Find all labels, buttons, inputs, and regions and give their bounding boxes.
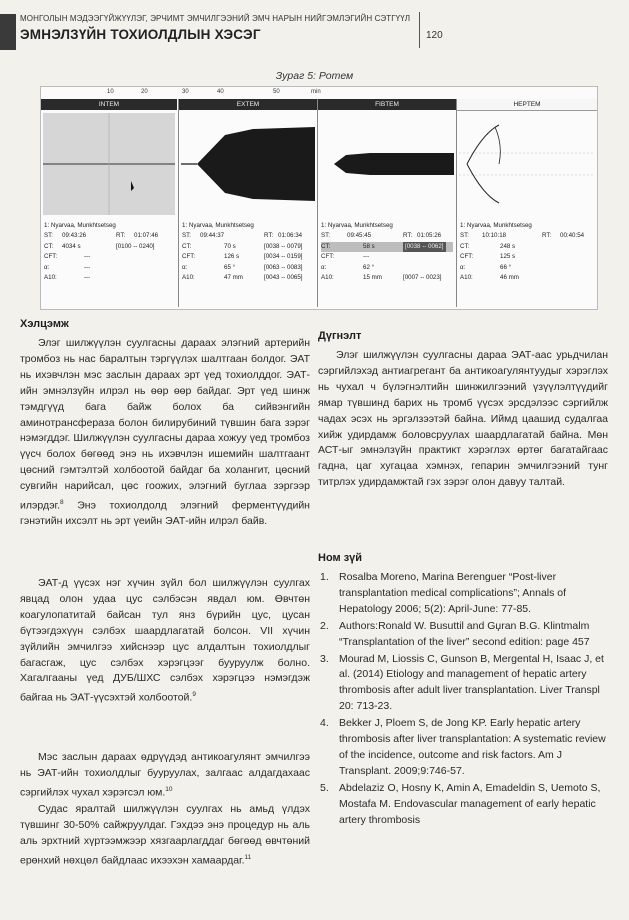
patient-name: 1: Nyarvaa, Munkhtsetseg bbox=[321, 222, 393, 229]
info-row: ST: 09:45:45 RT: 01:05:26 bbox=[321, 232, 442, 240]
panel-title: INTEM bbox=[41, 99, 177, 110]
discussion-paragraph: Судас яралтай шилжүүлэн суулгах нь амьд үлдэх түвшинг 30-50% сайжруулдаг. Гэхдээ энэ процедур нь аль аль эрхтний хүртээмжээр хязгаарлагддаг бөгөөд өвчтөний ерөнхий нөхцөл байдлаас ихээхэн хамаардаг.$^{11}$ bbox=[20, 803, 310, 867]
reference-item: 2. Authors:Ronald W. Busuttil and Gџran B.G. Klintmalm “Transplantation of the liver” second edition: page 457 bbox=[320, 619, 590, 648]
info-row: CFT: 125 s bbox=[460, 253, 516, 261]
reference-list bbox=[318, 570, 608, 830]
info-row: ST: 10:10:18 RT: 00:40:54 bbox=[460, 232, 585, 240]
info-row: A10: --- bbox=[44, 273, 91, 281]
panel-intem bbox=[41, 99, 177, 307]
info-row: CT: 4034 s [0100 -- 0240] bbox=[44, 242, 155, 250]
panel-info bbox=[321, 221, 453, 283]
scale-label: 50 bbox=[273, 89, 280, 95]
panel-title: HEPTEM bbox=[457, 99, 597, 111]
journal-name: МОНГОЛЫН МЭДЭЭГҮЙЖҮҮЛЭГ, ЭРЧИМТ ЭМЧИЛГЭЭНИЙ ЭМЧ НАРЫН НИЙГЭМЛЭГИЙН СЭТГҮҮЛ bbox=[20, 14, 411, 23]
fibtem-trace bbox=[320, 113, 454, 215]
references-heading: Ном зүй bbox=[318, 552, 363, 564]
info-row: ST: 09:43:26 RT: 01:07:46 bbox=[44, 232, 159, 240]
patient-name: 1: Nyarvaa, Munkhtsetseg bbox=[44, 222, 116, 229]
citation: 10 bbox=[165, 785, 173, 793]
header-accent-bar bbox=[0, 14, 16, 50]
scale-label: 30 bbox=[182, 89, 189, 95]
panel-extem bbox=[178, 99, 317, 307]
extem-trace bbox=[181, 113, 315, 215]
info-row: α: --- bbox=[44, 263, 91, 271]
time-scale bbox=[41, 89, 597, 99]
heptem-trace bbox=[459, 113, 595, 215]
section-title: ЭМНЭЛЗҮЙН ТОХИОЛДЛЫН ХЭСЭГ bbox=[20, 27, 261, 42]
patient-name: 1: Nyarvaa, Munkhtsetseg bbox=[182, 222, 254, 229]
citation: 11 bbox=[244, 853, 252, 861]
discussion-paragraph: ЭАТ-д үүсэх нэг хүчин зүйл бол шилжүүлэн суулгах явцад олон удаа цус сэлбэсэн явдал юм. Өвчтөн коагулопатитай байсан тул янз бүрийн цус, цусан бүтээгдэхүүн сэлбэх шаардлагатай болсон. VII хүчин зүйлийн эмчилгээ хийснээр цус алдалтын тохиолдлыг багасгаж, цус сэлбэх хэрэгцээг бууруулж болно. Хагалгааны үед ДУБ/ШХС сэлбэх хэрэгцээ нэмэгдэж байгаа нь ЭАТ-үүсэхтэй холбоотой.$^9$ bbox=[20, 577, 310, 704]
info-row: α: 62 ° bbox=[321, 263, 375, 271]
panel-fibtem bbox=[317, 99, 456, 307]
trace-area bbox=[43, 113, 175, 215]
info-row: A10: 46 mm bbox=[460, 273, 519, 281]
intem-trace bbox=[43, 113, 175, 215]
panel-title: FIBTEM bbox=[318, 99, 456, 110]
discussion-heading: Хэлцэмж bbox=[20, 318, 69, 330]
info-row: A10: 47 mm [0043 -- 0065] bbox=[182, 273, 303, 281]
trace-area bbox=[459, 113, 595, 215]
reference-item: 5. Abdelaziz O, Hosny K, Amin A, Emadeldin S, Uemoto S, Mostafa M. Endovascular management of early hepatic artery thrombosis bbox=[320, 781, 601, 826]
rotem-figure bbox=[40, 86, 598, 310]
info-row: CFT: --- bbox=[321, 253, 370, 261]
scale-label: 40 bbox=[217, 89, 224, 95]
page-header bbox=[0, 0, 629, 52]
scale-label: 10 bbox=[107, 89, 114, 95]
scale-label: min bbox=[311, 89, 321, 95]
reference-item: 1. Rosalba Moreno, Marina Berenguer “Post-liver transplantation medical complications”; Annals of Hepatology 2006; 5(2): April-June: 77-85. bbox=[320, 571, 567, 615]
citation: 8 bbox=[60, 499, 64, 507]
figure-caption: Зураг 5: Ротем bbox=[275, 70, 354, 82]
trace-area bbox=[320, 113, 454, 215]
reference-item: 3. Mourad M, Liossis C, Gunson B, Mergental H, Isaac J, et al. (2014) Etiology and management of hepatic artery thrombosis after adult liver transplantation. Liver Transpl 20: 713-23. bbox=[320, 652, 604, 713]
conclusion-heading: Дүгнэлт bbox=[318, 330, 362, 342]
info-row: CT: 70 s [0038 -- 0079] bbox=[182, 242, 303, 250]
info-row: α: 66 ° bbox=[460, 263, 512, 271]
panel-title: EXTEM bbox=[179, 99, 317, 110]
conclusion-paragraph: Элэг шилжүүлэн суулгасны дараа ЭАТ-аас урьдчилан сэргийлэхэд антиагрегант ба антикоагулянтуудыг хэрэглэх нь чухал ч бүлэгнэлтийн шинжилгээний үзүүлэлтүүдийг ямар түвшинд барих нь тромб үүсэх эрсдэлээс сэргийлж чадах эсэх нь эргэлзээтэй байна. Иймд цаашид судалгаа хийж удирдамж боловсруулах шаардлагатай байна. Мөн АСТ-ыг эмнэлзүйн практикт хэрэглэх өртөг багатайгаас гадна, цаг хугацаа хэмнэх, гепарин эмчилгээний тунг титрлэх удирдамжтай гэх зэрэг олон давуу талтай. bbox=[318, 349, 608, 489]
info-row: CT: 58 s [0038 -- 0062] bbox=[321, 242, 453, 252]
panel-info bbox=[44, 221, 174, 283]
info-row: CT: 248 s bbox=[460, 242, 516, 250]
trace-area bbox=[181, 113, 315, 215]
page-number: 120 bbox=[426, 30, 443, 41]
citation: 9 bbox=[192, 691, 196, 699]
panel-info bbox=[460, 221, 594, 283]
panel-info bbox=[182, 221, 314, 283]
scale-label: 20 bbox=[141, 89, 148, 95]
discussion-paragraph: Мэс заслын дараах өдрүүдэд антикоагулянт эмчилгээ нь ЭАТ-ийн тохиолдлыг бууруулах, залгаас алдагдахаас сэргийлэх чухал хэрэгсэл юм.$^{10}$ bbox=[20, 751, 310, 799]
info-row: α: 65 ° [0063 -- 0083] bbox=[182, 263, 303, 271]
discussion-paragraph: Элэг шилжүүлэн суулгасны дараах элэгний артерийн тромбоз нь нас баралтын тэргүүлэх шалтгаан болдог. ЭАТ нь ихэвчлэн мэс заслын дараах эрт үед тохиолддог. ЭАТ-ийн эмнэлзүйн илрэл нь өөр өөр байдаг. Эрт үед шинж тэмдгүүд бага байж болох ба сийвэнгийн аминотрансфераза болон билирубиний түвшин бага зэрэг нэмэгддэг. Шилжүүлэн суулгасны дараа хожуу үед тромбоз үүсч болох бөгөөд энэ нь ихэвчлэн ишемийн шалтгаант цөсний гэмтэлтэй холбоотой байдаг ба холангит, цөсний сувгийн нарийсал, цөс гоожих, элэгний буглаа зэргээр илэрдэг.$^8$ Энэ тохиолдолд элэгний ферментүүдийн гэнэтийн ихсэлт нь эрт үеийн ЭАТ-ийн илрэл байв. bbox=[20, 337, 310, 528]
info-row: CFT: --- bbox=[44, 253, 91, 261]
info-row: A10: 15 mm [0007 -- 0023] bbox=[321, 273, 442, 281]
info-row: ST: 09:44:37 RT: 01:06:34 bbox=[182, 232, 303, 240]
panel-heptem bbox=[456, 99, 597, 307]
reference-item: 4. Bekker J, Ploem S, de Jong KP. Early hepatic artery thrombosis after liver transplantation: A systematic review of the incidence, outcome and risk factors. Am J Transplant. 2009;9:746-57. bbox=[320, 717, 606, 777]
info-row: CFT: 126 s [0034 -- 0159] bbox=[182, 253, 303, 261]
patient-name: 1: Nyarvaa, Munkhtsetseg bbox=[460, 222, 532, 229]
header-divider bbox=[419, 12, 420, 48]
